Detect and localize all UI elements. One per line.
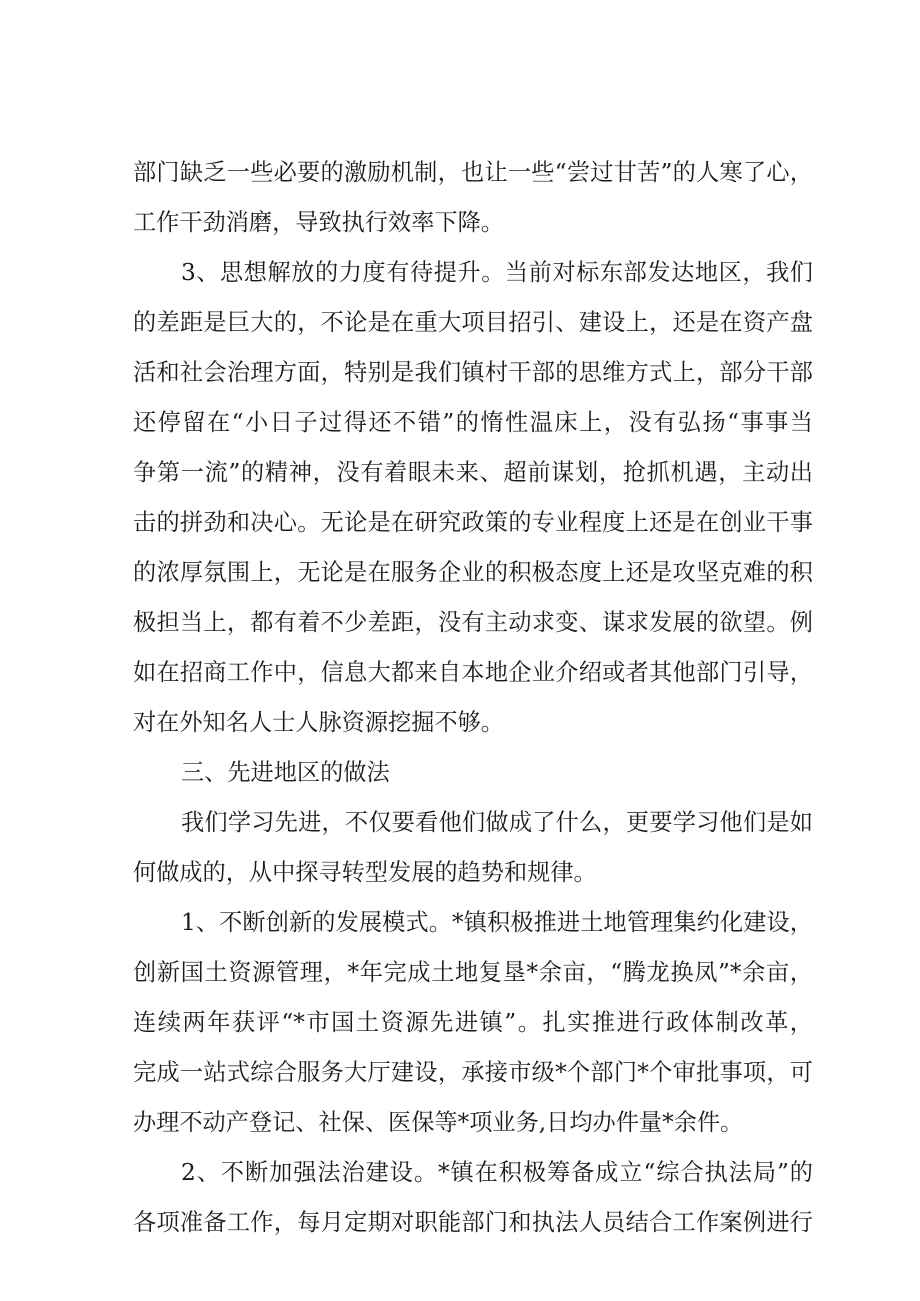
text-line: 1、不断创新的发展模式。*镇积极推进土地管理集约化建设， [181,909,813,936]
text-line: 我们学习先进，不仅要看他们做成了什么，更要学习他们是如 [181,809,813,836]
text-line: 对在外知名人士人脉资源挖掘不够。 [133,709,504,736]
section-heading-advanced-regions [133,758,813,788]
text-line: 创新国土资源管理，*年完成土地复垦*余亩，“腾龙换凤”*余亩， [133,959,813,986]
text-line: 的浓厚氛围上，无论是在服务企业的积极态度上还是攻坚克难的积 [133,559,813,586]
paragraph-rule-of-law [133,1158,813,1238]
section-heading: 三、先进地区的做法 [181,759,390,786]
paragraph-thinking-liberation [133,258,813,738]
text-line: 2、不断加强法治建设。*镇在积极筹备成立“综合执法局”的 [181,1159,813,1186]
text-line: 活和社会治理方面，特别是我们镇村干部的思维方式上，部分干部 [133,359,813,386]
text-line: 办理不动产登记、社保、医保等*项业务,日均办件量*余件。 [133,1109,744,1136]
paragraph-innovative-model [133,908,813,1138]
text-line: 争第一流”的精神，没有着眼未来、超前谋划，抢抓机遇，主动出 [133,459,813,486]
text-line: 何做成的，从中探寻转型发展的趋势和规律。 [133,859,597,886]
text-line: 连续两年获评“*市国土资源先进镇”。扎实推进行政体制改革， [133,1009,813,1036]
paragraph-learn-advanced [133,808,813,888]
text-line: 还停留在“小日子过得还不错”的惰性温床上，没有弘扬“事事当 [133,409,813,436]
text-line: 完成一站式综合服务大厅建设，承接市级*个部门*个审批事项，可 [133,1059,813,1086]
text-line: 如在招商工作中，信息大都来自本地企业介绍或者其他部门引导， [133,659,813,686]
text-line: 3、思想解放的力度有待提升。当前对标东部发达地区，我们 [181,259,813,286]
text-line: 工作干劲消磨，导致执行效率下降。 [133,209,504,236]
text-line: 部门缺乏一些必要的激励机制，也让一些“尝过甘苦”的人寒了心， [133,159,813,186]
text-line: 击的拼劲和决心。无论是在研究政策的专业程度上还是在创业干事 [133,509,813,536]
text-line: 极担当上，都有着不少差距，没有主动求变、谋求发展的欲望。例 [133,609,813,636]
document-body [133,158,813,1238]
text-line: 的差距是巨大的，不论是在重大项目招引、建设上，还是在资产盘 [133,309,813,336]
text-line: 各项准备工作，每月定期对职能部门和执法人员结合工作案例进行 [133,1209,813,1236]
paragraph-incentive-continuation [133,158,813,238]
